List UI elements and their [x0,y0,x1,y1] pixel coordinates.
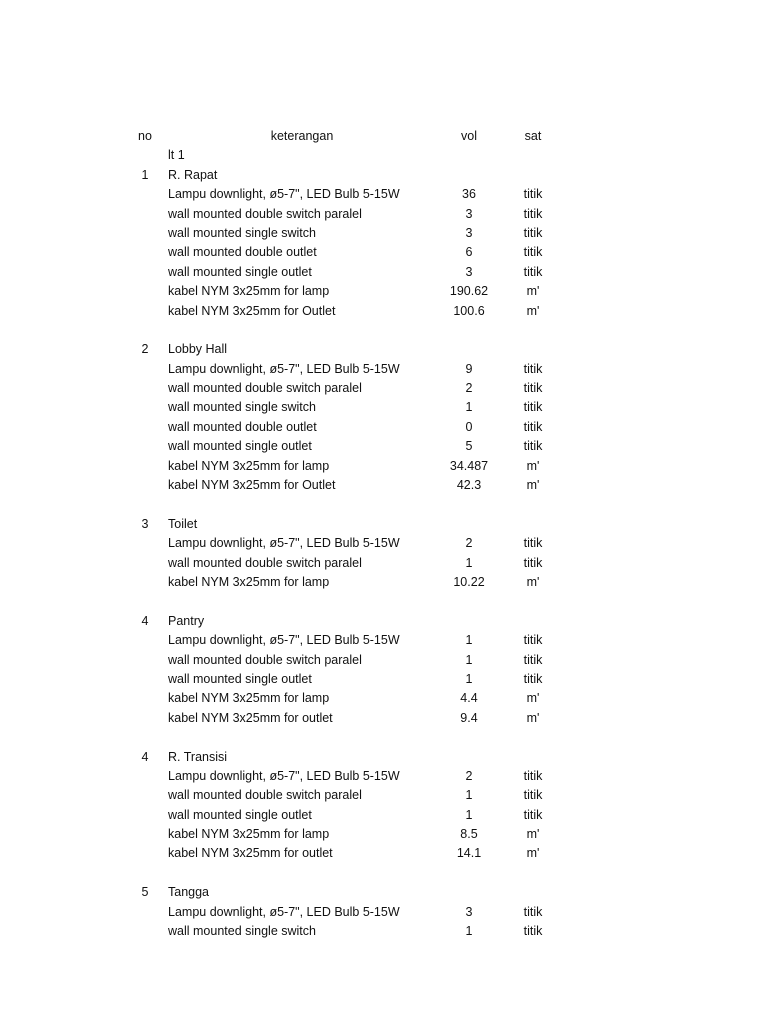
item-volume: 5 [465,439,473,454]
section-number: 4 [141,749,149,764]
item-description: Lampu downlight, ø5-7", LED Bulb 5-15W [168,361,400,376]
item-description: wall mounted double outlet [168,245,317,260]
item-volume: 1 [465,555,473,570]
item-unit: titik [523,419,543,434]
item-volume: 2 [465,536,473,551]
item-unit: titik [523,652,543,667]
item-unit: titik [523,768,543,783]
item-description: kabel NYM 3x25mm for outlet [168,710,333,725]
item-volume: 1 [465,652,473,667]
item-row [0,437,768,456]
item-row [0,398,768,417]
item-row [0,534,768,553]
section-title-row [0,515,768,534]
item-unit: m' [526,478,540,493]
item-unit: titik [523,361,543,376]
item-description: Lampu downlight, ø5-7", LED Bulb 5-15W [168,904,400,919]
item-unit: m' [526,846,540,861]
item-description: kabel NYM 3x25mm for lamp [168,691,330,706]
item-row [0,457,768,476]
item-description: kabel NYM 3x25mm for outlet [168,846,333,861]
section-title: Toilet [168,516,198,531]
item-row [0,418,768,437]
item-unit: titik [523,924,543,939]
item-row [0,670,768,689]
floor-row [0,146,768,165]
item-unit: titik [523,807,543,822]
item-volume: 42.3 [456,478,482,493]
item-row [0,689,768,708]
item-row [0,631,768,650]
item-description: kabel NYM 3x25mm for Outlet [168,478,336,493]
item-volume: 10.22 [453,574,485,589]
item-description: wall mounted single outlet [168,439,312,454]
item-unit: titik [523,187,543,202]
item-row [0,302,768,321]
item-unit: titik [523,536,543,551]
item-volume: 2 [465,381,473,396]
item-unit: titik [523,671,543,686]
item-description: Lampu downlight, ø5-7", LED Bulb 5-15W [168,768,400,783]
item-volume: 3 [465,264,473,279]
item-unit: titik [523,439,543,454]
item-row [0,786,768,805]
item-row [0,224,768,243]
item-volume: 9 [465,361,473,376]
item-description: wall mounted single switch [168,400,316,415]
item-volume: 9.4 [460,710,478,725]
section-number: 3 [141,516,149,531]
item-description: wall mounted double switch paralel [168,652,362,667]
item-description: kabel NYM 3x25mm for Outlet [168,303,336,318]
item-row [0,573,768,592]
item-volume: 8.5 [460,827,478,842]
item-row [0,903,768,922]
item-description: wall mounted double switch paralel [168,381,362,396]
item-description: kabel NYM 3x25mm for lamp [168,827,330,842]
item-description: wall mounted single switch [168,225,316,240]
item-volume: 1 [465,924,473,939]
item-volume: 100.6 [453,303,485,318]
item-unit: titik [523,633,543,648]
item-unit: titik [523,381,543,396]
item-description: wall mounted double switch paralel [168,555,362,570]
header-row [0,127,768,146]
item-volume: 34.487 [449,458,489,473]
item-volume: 3 [465,225,473,240]
item-unit: m' [526,458,540,473]
header-keterangan: keterangan [270,129,334,143]
item-unit: m' [526,284,540,299]
item-row [0,922,768,941]
item-volume: 1 [465,671,473,686]
header-sat: sat [524,129,542,143]
section-title: R. Transisi [168,749,228,764]
spreadsheet-page [0,127,768,941]
item-unit: titik [523,225,543,240]
blank-row [0,321,768,340]
item-description: Lampu downlight, ø5-7", LED Bulb 5-15W [168,187,400,202]
item-description: Lampu downlight, ø5-7", LED Bulb 5-15W [168,536,400,551]
item-row [0,844,768,863]
item-row [0,554,768,573]
item-description: wall mounted double outlet [168,419,317,434]
item-volume: 1 [465,788,473,803]
item-description: kabel NYM 3x25mm for lamp [168,284,330,299]
section-number: 5 [141,885,149,900]
header-no: no [138,129,152,143]
section-title-row [0,748,768,767]
item-volume: 4.4 [460,691,478,706]
item-row [0,806,768,825]
section-title-row [0,612,768,631]
item-unit: m' [526,691,540,706]
item-volume: 2 [465,768,473,783]
section-number: 4 [141,613,149,628]
item-unit: titik [523,555,543,570]
section-title: Tangga [168,885,210,900]
floor-label: lt 1 [168,148,185,163]
item-row [0,263,768,282]
item-volume: 6 [465,245,473,260]
item-row [0,379,768,398]
item-description: wall mounted double switch paralel [168,788,362,803]
item-unit: titik [523,264,543,279]
item-unit: m' [526,574,540,589]
item-row [0,205,768,224]
item-volume: 190.62 [449,284,489,299]
item-volume: 36 [462,187,476,202]
item-description: kabel NYM 3x25mm for lamp [168,574,330,589]
item-unit: m' [526,303,540,318]
item-description: wall mounted single outlet [168,807,312,822]
item-volume: 1 [465,400,473,415]
item-row [0,476,768,495]
item-description: Lampu downlight, ø5-7", LED Bulb 5-15W [168,633,400,648]
item-unit: m' [526,827,540,842]
item-row [0,767,768,786]
blank-row [0,495,768,514]
section-title: Pantry [168,613,205,628]
section-number: 1 [141,167,149,182]
item-row [0,243,768,262]
section-title-row [0,340,768,359]
item-description: wall mounted single outlet [168,264,312,279]
item-unit: titik [523,788,543,803]
item-row [0,651,768,670]
sections-body [0,166,768,942]
item-volume: 0 [465,419,473,434]
section-title-row [0,883,768,902]
item-unit: titik [523,206,543,221]
item-description: wall mounted single switch [168,924,316,939]
item-row [0,282,768,301]
blank-row [0,592,768,611]
section-number: 2 [141,342,149,357]
item-unit: titik [523,904,543,919]
item-description: kabel NYM 3x25mm for lamp [168,458,330,473]
item-volume: 3 [465,904,473,919]
item-description: wall mounted double switch paralel [168,206,362,221]
item-unit: titik [523,400,543,415]
header-vol: vol [461,129,477,143]
section-title: Lobby Hall [168,342,228,357]
blank-row [0,864,768,883]
item-unit: m' [526,710,540,725]
item-description: wall mounted single outlet [168,671,312,686]
section-title-row [0,166,768,185]
item-volume: 3 [465,206,473,221]
item-volume: 1 [465,807,473,822]
item-row [0,825,768,844]
section-title: R. Rapat [168,167,218,182]
item-row [0,185,768,204]
item-volume: 14.1 [456,846,482,861]
item-unit: titik [523,245,543,260]
blank-row [0,728,768,747]
item-volume: 1 [465,633,473,648]
item-row [0,360,768,379]
item-row [0,709,768,728]
